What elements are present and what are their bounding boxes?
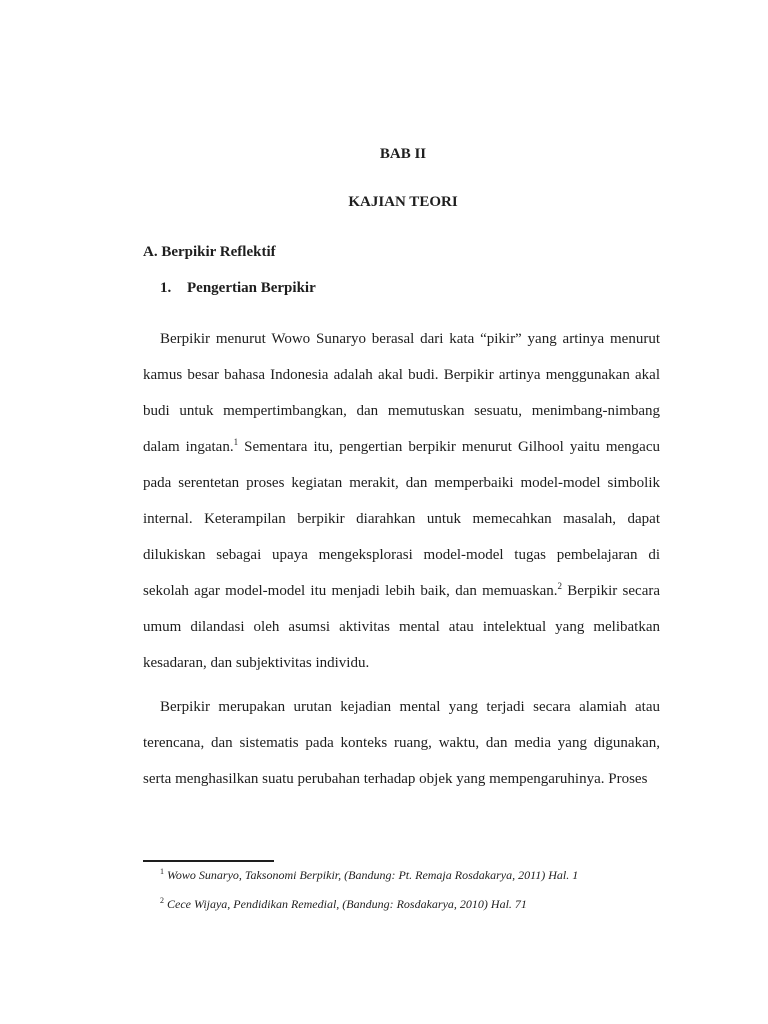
footnote-ref-2: 2 — [557, 581, 563, 591]
subsection-title: Pengertian Berpikir — [187, 280, 316, 296]
paragraph-2-text: Berpikir merupakan urutan kejadian mental yang terjadi secara alamiah atau terencana, dan sistematis pada konteks ruang, waktu, dan media yang digunakan, serta menghasilkan suatu perubahan terhadap objek yang mempengaruhinya. Proses — [143, 699, 660, 787]
paragraph-1-text-a: Berpikir menurut Wowo Sunaryo berasal dari kata “pikir” yang artinya menurut kamus besar bahasa Indonesia adalah akal budi. Berpikir artinya menggunakan akal budi untuk mempertimbangkan, dan memutuskan sesuatu, menimbang-nimbang dalam ingatan. — [143, 331, 660, 455]
footnote-1-text: Wowo Sunaryo, Taksonomi Berpikir, (Bandung: Pt. Remaja Rosdakarya, 2011) Hal. 1 — [167, 868, 579, 882]
paragraph-2 — [143, 689, 660, 797]
footnote-ref-1: 1 — [233, 437, 239, 447]
subsection-heading — [160, 280, 316, 297]
paragraph-1-text-b: Sementara itu, pengertian berpikir menurut Gilhool yaitu mengacu pada serentetan proses kegiatan merakit, dan memperbaiki model-model simbolik internal. Keterampilan berpikir diarahkan untuk memecahkan masalah, dapat dilukiskan sebagai upaya mengeksplorasi model-model tugas pembelajaran di sekolah agar model-model itu menjadi lebih baik, dan memuaskan. — [143, 439, 660, 599]
footnote-1 — [160, 868, 578, 883]
footnote-2 — [160, 897, 527, 912]
footnote-1-number: 1 — [160, 867, 164, 876]
footnote-2-text: Cece Wijaya, Pendidikan Remedial, (Bandung: Rosdakarya, 2010) Hal. 71 — [167, 897, 527, 911]
footnote-separator — [143, 860, 274, 862]
chapter-subtitle: KAJIAN TEORI — [348, 194, 458, 210]
footnote-2-number: 2 — [160, 896, 164, 905]
paragraph-1 — [143, 321, 660, 681]
paragraph-1-text-c: Berpikir secara umum dilandasi oleh asumsi aktivitas mental atau intelektual yang melibatkan kesadaran, dan subjektivitas individu. — [143, 583, 660, 671]
section-heading: A. Berpikir Reflektif — [143, 244, 276, 260]
chapter-title: BAB II — [379, 146, 427, 162]
subsection-number: 1. — [160, 280, 172, 296]
